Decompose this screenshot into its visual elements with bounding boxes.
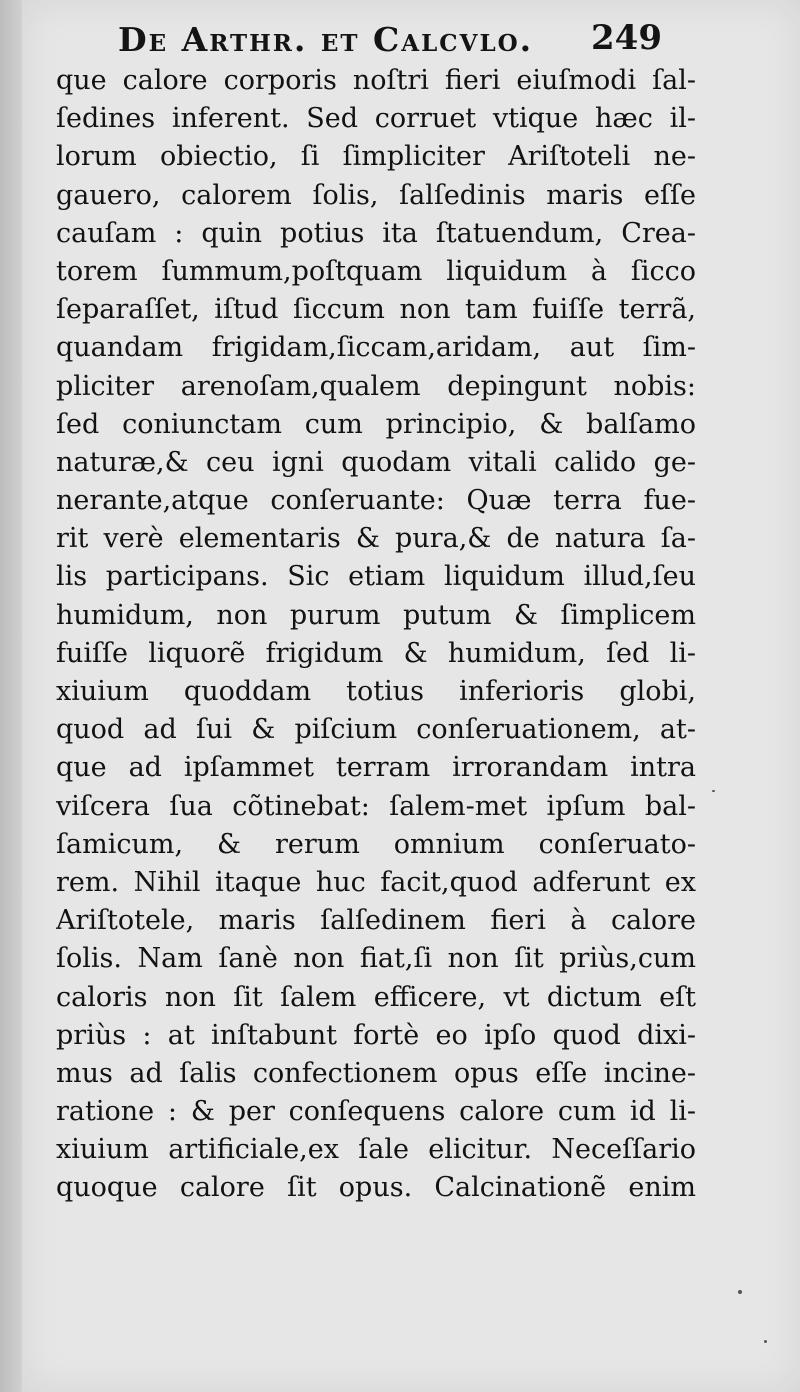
text-line: ſed coniunctam cum principio, & balſamo (56, 408, 696, 440)
book-page (22, 0, 800, 1392)
text-line: pliciter arenoſam,qualem depingunt nobis: (56, 370, 696, 402)
page-number: 249 (591, 18, 662, 58)
text-line: fuiſſe liquorẽ frigidum & humidum, ſed li- (56, 637, 696, 669)
text-line: caloris non ſit ſalem efficere, vt dictum eſt (56, 981, 696, 1013)
text-line: nerante,atque conſeruante: Quæ terra fue- (56, 485, 696, 517)
text-line: que calore corporis noſtri fieri eiuſmodi ſal- (56, 65, 696, 96)
text-line: rem. Nihil itaque huc facit,quod adferunt ex (56, 866, 696, 898)
text-line: viſcera ſua cõtinebat: ſalem-met ipſum bal- (56, 790, 696, 822)
text-line: cauſam : quin potius ita ſtatuendum, Crea- (56, 217, 696, 249)
paper-speck (738, 1290, 742, 1294)
page-left-edge (0, 0, 22, 1392)
text-line: quandam frigidam,ſiccam,aridam, aut ſim- (56, 332, 696, 364)
running-title: De Arthr. et Calcvlo. (118, 20, 534, 59)
paper-speck (764, 1340, 767, 1343)
page-header (22, 14, 800, 64)
text-line: ſamicum, & rerum omnium conſeruato- (56, 828, 696, 860)
paper-speck (712, 790, 715, 792)
text-line: humidum, non purum putum & ſimplicem (56, 599, 696, 631)
text-line: ſolis. Nam ſanè non fiat,ſi non ſit priùs,cum (56, 943, 696, 975)
text-line: quoque calore ſit opus. Calcinationẽ enim (56, 1172, 696, 1204)
text-line: xiuium quoddam totius inferioris globi, (56, 676, 696, 707)
text-line: gauero, calorem ſolis, ſalſedinis maris eſſe (56, 179, 696, 211)
text-line: quod ad ſui & piſcium conſeruationem, at- (56, 714, 696, 746)
text-line: rit verè elementaris & pura,& de natura ſa- (56, 523, 696, 555)
text-line: mus ad ſalis confectionem opus eſſe incine- (56, 1057, 696, 1089)
text-line: naturæ,& ceu igni quodam vitali calido ge- (56, 446, 696, 478)
text-line: priùs : at inſtabunt fortè eo ipſo quod dixi- (56, 1019, 696, 1051)
body-text (56, 62, 696, 1208)
text-line: ratione : & per conſequens calore cum id li- (56, 1096, 696, 1128)
text-line: Ariſtotele, maris ſalſedinem fieri à calore (56, 905, 696, 937)
text-line: que ad ipſammet terram irrorandam intra (56, 752, 696, 784)
text-line: xiuium artificiale,ex ſale elicitur. Neceſſario (56, 1134, 696, 1166)
text-line: ſeparaſſet, iſtud ſiccum non tam fuiſſe terrã, (56, 294, 696, 326)
text-line: torem ſummum,poſtquam liquidum à ſicco (56, 255, 696, 287)
text-line: lorum obiectio, ſi ſimpliciter Ariſtoteli ne- (56, 141, 696, 173)
text-line: lis participans. Sic etiam liquidum illud,ſeu (56, 561, 696, 593)
text-line: ſedines inferent. Sed corruet vtique hæc il- (56, 103, 696, 135)
